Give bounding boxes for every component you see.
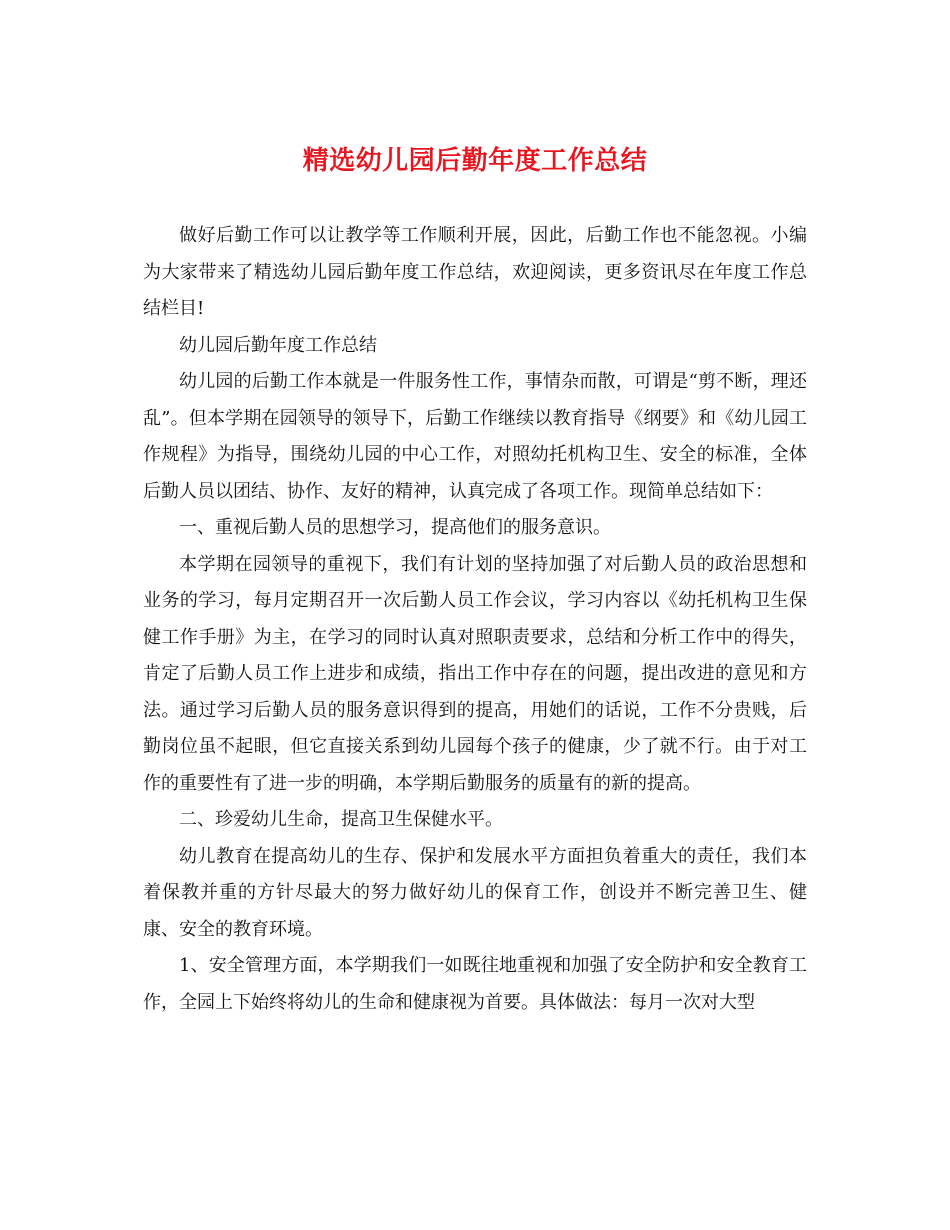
document-title: 精选幼儿园后勤年度工作总结 xyxy=(302,146,648,176)
safety-paragraph: 1、安全管理方面，本学期我们一如既往地重视和加强了安全防护和安全教育工作，全园上下始终将幼儿的生命和健康视为首要。具体做法：每月一次对大型 xyxy=(143,955,807,1013)
section-heading-1: 一、重视后勤人员的思想学习，提高他们的服务意识。 xyxy=(179,517,611,538)
intro-paragraph: 做好后勤工作可以让教学等工作顺利开展，因此，后勤工作也不能忽视。小编为大家带来了精选幼儿园后勤年度工作总结，欢迎阅读，更多资讯尽在年度工作总结栏目! xyxy=(143,225,807,319)
document-body xyxy=(143,218,807,1021)
section-1-paragraph: 本学期在园领导的重视下，我们有计划的坚持加强了对后勤人员的政治思想和业务的学习，每月定期召开一次后勤人员工作会议，学习内容以《幼托机构卫生保健工作手册》为主，在学习的同时认真对照职责要求，总结和分析工作中的得失，肯定了后勤人员工作上进步和成绩，指出工作中存在的问题，提出改进的意见和方法。通过学习后勤人员的服务意识得到的提高，用她们的话说，工作不分贵贱，后勤岗位虽不起眼，但它直接关系到幼儿园每个孩子的健康，少了就不行。由于对工作的重要性有了进一步的明确，本学期后勤服务的质量有的新的提高。 xyxy=(143,553,807,794)
section-heading: 幼儿园后勤年度工作总结 xyxy=(179,334,377,356)
section-heading-2: 二、珍爱幼儿生命，提高卫生保健水平。 xyxy=(179,809,503,830)
overview-paragraph: 幼儿园的后勤工作本就是一件服务性工作，事情杂而散，可谓是“剪不断，理还乱”。但本学期在园领导的领导下，后勤工作继续以教育指导《纲要》和《幼儿园工作规程》为指导，围绕幼儿园的中心工作，对照幼托机构卫生、安全的标准，全体后勤人员以团结、协作、友好的精神，认真完成了各项工作。现简单总结如下： xyxy=(143,371,807,502)
section-2-paragraph: 幼儿教育在提高幼儿的生存、保护和发展水平方面担负着重大的责任，我们本着保教并重的方针尽最大的努力做好幼儿的保育工作，创设并不断完善卫生、健康、安全的教育环境。 xyxy=(143,845,807,940)
